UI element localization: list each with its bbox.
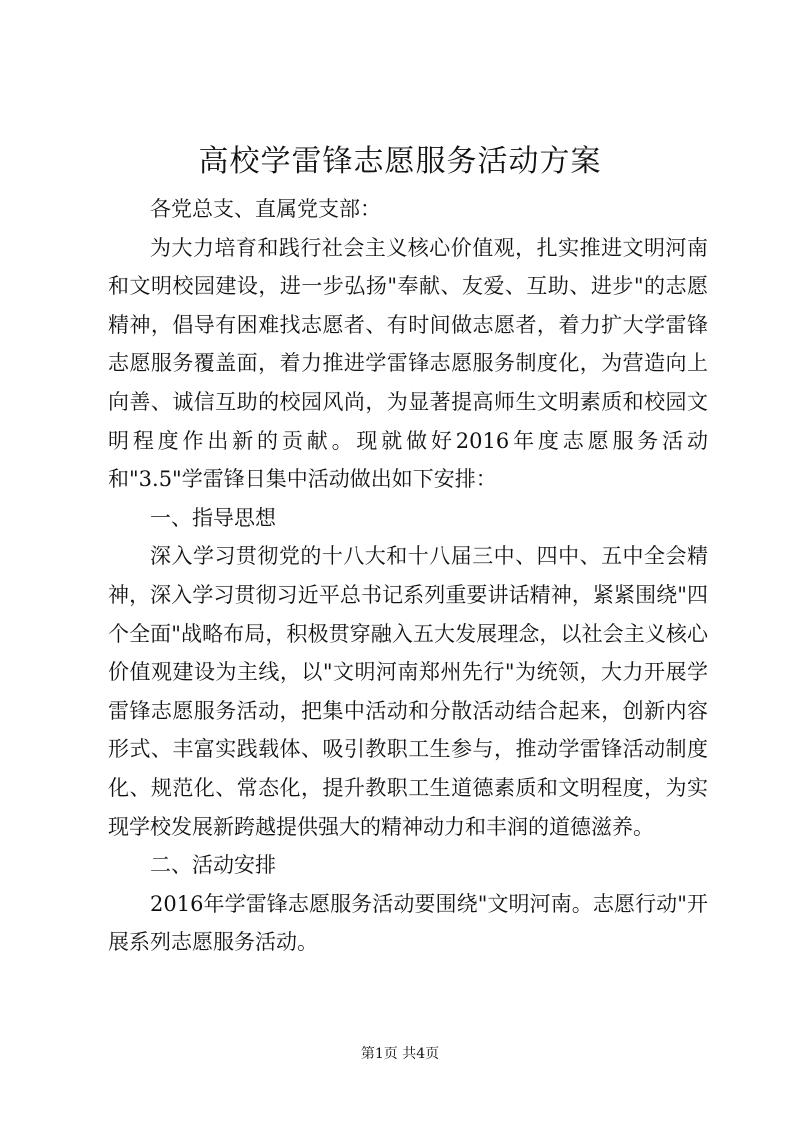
section-heading-activity-arrangement: 二、活动安排 [150,853,276,878]
page-number-footer: 第1页 共4页 [360,1046,440,1062]
document-body [108,190,708,962]
guiding-ideology-paragraph: 深入学习贯彻党的十八大和十八届三中、四中、五中全会精神，深入学习贯彻习近平总书记系列重要讲话精神，紧紧围绕"四个全面"战略布局，积极贯穿融入五大发展理念，以社会主义核心价值观建设为主线，以"文明河南郑州先行"为统领，大力开展学雷锋志愿服务活动，把集中活动和分散活动结合起来，创新内容形式、丰富实践载体、吸引教职工生参与，推动学雷锋活动制度化、规范化、常态化，提升教职工生道德素质和文明程度，为实现学校发展新跨越提供强大的精神动力和丰润的道德滋养。 [108,544,708,839]
intro-paragraph: 为大力培育和践行社会主义核心价值观，扎实推进文明河南和文明校园建设，进一步弘扬"奉献、友爱、互助、进步"的志愿精神，倡导有困难找志愿者、有时间做志愿者，着力扩大学雷锋志愿服务覆盖面，着力推进学雷锋志愿服务制度化，为营造向上向善、诚信互助的校园风尚，为显著提高师生文明素质和校园文明程度作出新的贡献。现就做好2016年度志愿服务活动和"3.5"学雷锋日集中活动做出如下安排： [108,235,708,492]
activity-arrangement-paragraph: 2016年学雷锋志愿服务活动要围绕"文明河南。志愿行动"开展系列志愿服务活动。 [108,891,708,955]
salutation: 各党总支、直属党支部： [150,197,381,221]
section-heading-guiding-ideology: 一、指导思想 [150,505,276,530]
document-title: 高校学雷锋志愿服务活动方案 [198,144,602,179]
